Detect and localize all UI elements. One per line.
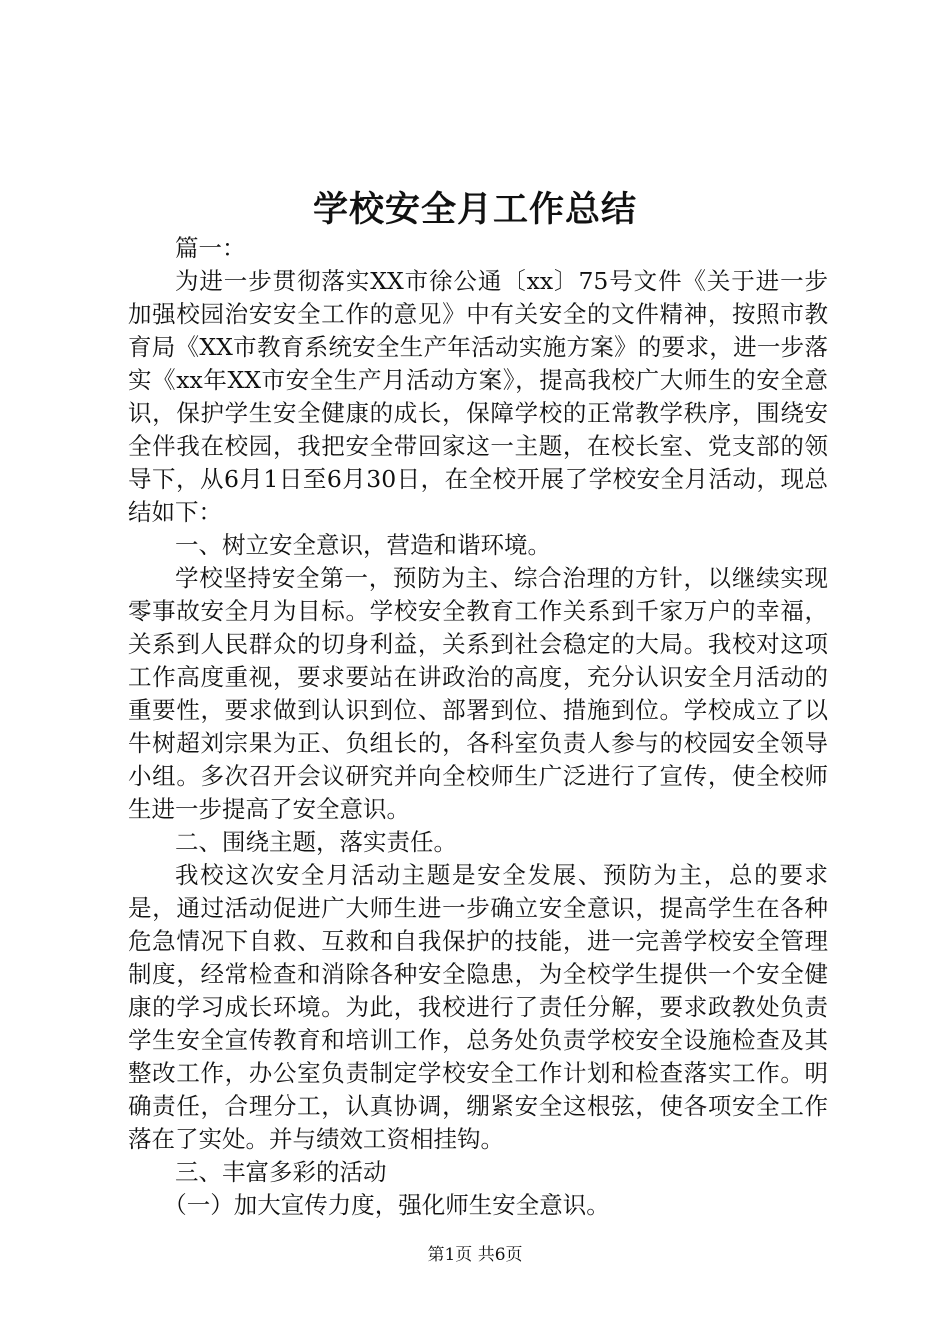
heading-section-2: 二、围绕主题，落实责任。 bbox=[175, 828, 457, 856]
section-label: 篇一： bbox=[175, 234, 246, 262]
heading-section-3: 三、丰富多彩的活动 bbox=[175, 1158, 387, 1186]
paragraph-section-2: 我校这次安全月活动主题是安全发展、预防为主，总的要求是，通过活动促进广大师生进一步确立安全意识，提高学生在各种危急情况下自救、互救和自我保护的技能，进一完善学校安全管理制度，经常检查和消除各种安全隐患，为全校学生提供一个安全健康的学习成长环境。为此，我校进行了责任分解，要求政教处负责学生安全宣传教育和培训工作，总务处负责学校安全设施检查及其整改工作，办公室负责制定学校安全工作计划和检查落实工作。明确责任，合理分工，认真协调，绷紧安全这根弦，使各项安全工作落在了实处。并与绩效工资相挂钩。 bbox=[128, 861, 828, 1153]
subheading-section-3-1: （一）加大宣传力度，强化师生安全意识。 bbox=[163, 1191, 610, 1219]
document-title: 学校安全月工作总结 bbox=[312, 189, 637, 230]
paragraph-section-1: 学校坚持安全第一，预防为主、综合治理的方针，以继续实现零事故安全月为目标。学校安全教育工作关系到千家万户的幸福，关系到人民群众的切身利益，关系到社会稳定的大局。我校对这项工作高度重视，要求要站在讲政治的高度，充分认识安全月活动的重要性，要求做到认识到位、部署到位、措施到位。学校成立了以牛树超刘宗果为正、负组长的，各科室负责人参与的校园安全领导小组。多次召开会议研究并向全校师生广泛进行了宣传，使全校师生进一步提高了安全意识。 bbox=[128, 564, 828, 823]
paragraph-intro: 为进一步贯彻落实XX市徐公通〔xx〕75号文件《关于进一步加强校园治安安全工作的意见》中有关安全的文件精神，按照市教育局《XX市教育系统安全生产年活动实施方案》的要求，进一步落实《xx年XX市安全生产月活动方案》，提高我校广大师生的安全意识，保护学生安全健康的成长，保障学校的正常教学秩序，围绕安全伴我在校园，我把安全带回家这一主题，在校长室、党支部的领导下，从6月1日至6月30日，在全校开展了学校安全月活动，现总结如下： bbox=[128, 267, 828, 526]
heading-section-1: 一、树立安全意识，营造和谐环境。 bbox=[175, 531, 551, 559]
document-body bbox=[128, 232, 828, 1222]
page-number: 第1页 共6页 bbox=[427, 1245, 523, 1265]
